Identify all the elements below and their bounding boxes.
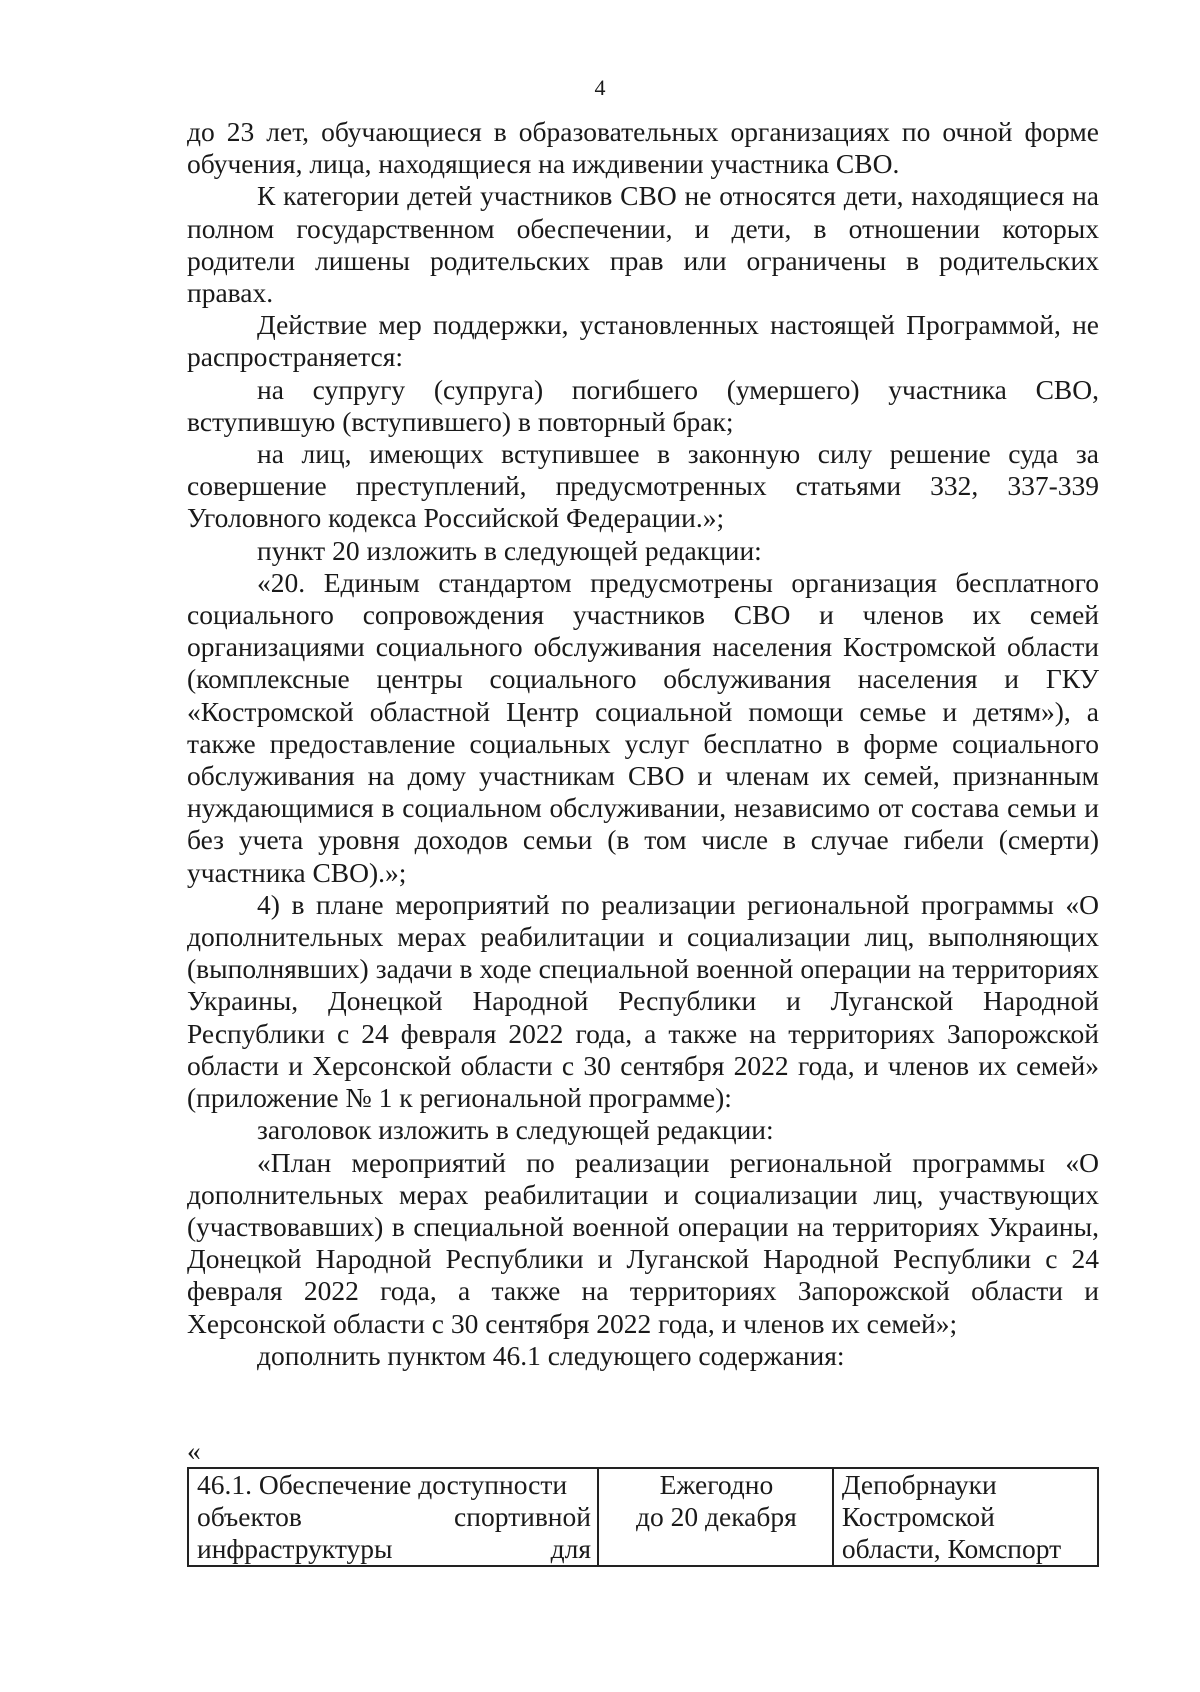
paragraph: «20. Единым стандартом предусмотрены организация бесплатного социального сопровождения участников СВО и членов их семей организациями социального обслуживания населения Костромской области (комплексные центры социального обслуживания населения и ГКУ «Костромской областной Центр социальной помощи семье и детям»), а также предоставление социальных услуг бесплатно в форме социального обслуживания на дому участникам СВО и членам их семей, признанным нуждающимися в социальном обслуживании, независимо от состава семьи и без учета уровня доходов семьи (в том числе в случае гибели (смерти) участника СВО).»; <box>187 566 1099 888</box>
paragraph: заголовок изложить в следующей редакции: <box>257 1114 774 1146</box>
table-cell-deadline <box>598 1468 833 1566</box>
paragraph: пункт 20 изложить в следующей редакции: <box>257 534 762 566</box>
cell-line: 46.1. Обеспечение доступности <box>197 1469 568 1500</box>
table-row <box>188 1468 1098 1566</box>
cell-line: объектов спортивной <box>197 1501 591 1532</box>
table-cell-responsible <box>833 1468 1098 1566</box>
paragraph: на лиц, имеющих вступившее в законную силу решение суда за совершение преступлений, предусмотренных статьями 332, 337-339 Уголовного кодекса Российской Федерации.»; <box>187 438 1099 534</box>
cell-line: Ежегодно <box>659 1469 774 1500</box>
opening-quote-mark: « <box>187 1435 201 1466</box>
paragraph: на супругу (супруга) погибшего (умершего) участника СВО, вступившую (вступившего) в повторный брак; <box>187 373 1099 437</box>
cell-line: Депобрнауки <box>841 1469 997 1500</box>
paragraph: К категории детей участников СВО не относятся дети, находящиеся на полном государственном обеспечении, и дети, в отношении которых родители лишены родительских прав или ограничены в родительских правах. <box>187 180 1099 309</box>
paragraph: до 23 лет, обучающиеся в образовательных организациях по очной форме обучения, лица, находящиеся на иждивении участника СВО. <box>187 116 1099 180</box>
paragraph: дополнить пунктом 46.1 следующего содержания: <box>257 1339 845 1371</box>
cell-line: области, Комспорт <box>841 1533 1062 1564</box>
paragraph: Действие мер поддержки, установленных настоящей Программой, не распространяется: <box>187 309 1099 373</box>
cell-line: Костромской <box>841 1501 995 1532</box>
cell-line: инфраструктуры для <box>197 1533 591 1564</box>
paragraph: 4) в плане мероприятий по реализации региональной программы «О дополнительных мерах реабилитации и социализации лиц, выполняющих (выполнявших) задачи в ходе специальной военной операции на территориях Украины, Донецкой Народной Республики и Луганской Народной Республики с 24 февраля 2022 года, а также на территориях Запорожской области и Херсонской области с 30 сентября 2022 года, и членов их семей» (приложение № 1 к региональной программе): <box>187 888 1099 1114</box>
cell-line: до 20 декабря <box>636 1501 797 1532</box>
table-cell-measure <box>188 1468 598 1566</box>
page-number: 4 <box>594 75 606 100</box>
document-body <box>187 116 1099 1372</box>
plan-table <box>187 1467 1099 1567</box>
paragraph: «План мероприятий по реализации региональной программы «О дополнительных мерах реабилитации и социализации лиц, участвующих (участвовавших) в специальной военной операции на территориях Украины, Донецкой Народной Республики и Луганской Народной Республики с 24 февраля 2022 года, а также на территориях Запорожской области и Херсонской области с 30 сентября 2022 года, и членов их семей»; <box>187 1146 1099 1339</box>
